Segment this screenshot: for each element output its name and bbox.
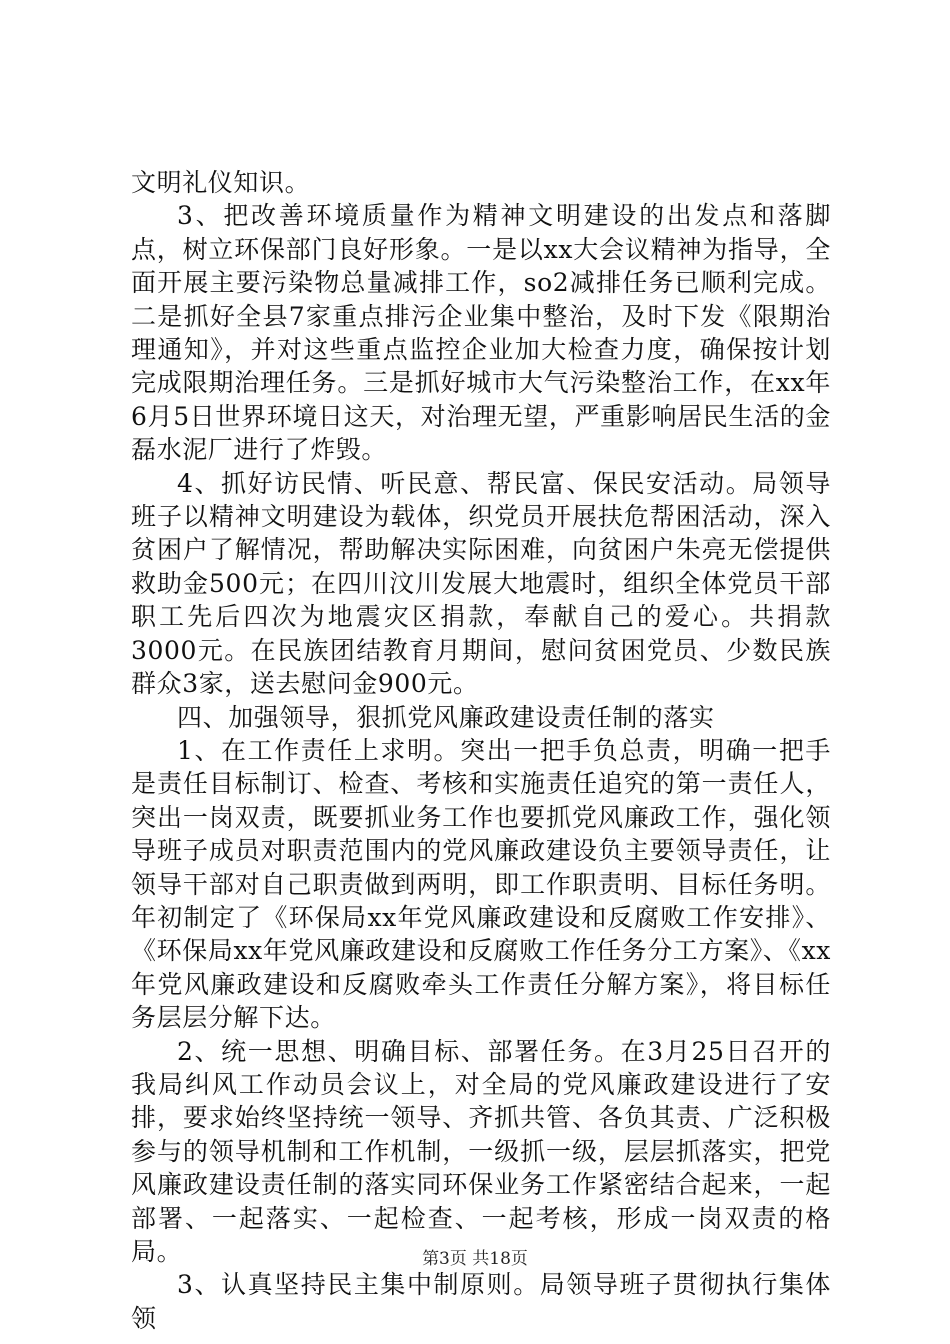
- paragraph-item-3-environment: 3、把改善环境质量作为精神文明建设的出发点和落脚点，树立环保部门良好形象。一是以xx大会议精神为指导，全面开展主要污染物总量减排工作，so2减排任务已顺利完成。二是抓好全县7家重点排污企业集中整治，及时下发《限期治理通知》，并对这些重点监控企业加大检查力度，确保按计划完成限期治理任务。三是抓好城市大气污染整治工作，在xx年6月5日世界环境日这天，对治理无望，严重影响居民生活的金磊水泥厂进行了炸毁。: [131, 201, 831, 465]
- section-heading-4: 四、加强领导，狠抓党风廉政建设责任制的落实: [177, 702, 715, 732]
- page-number-footer: 第3页 共18页: [422, 1249, 528, 1269]
- document-body: [131, 166, 831, 1335]
- paragraph-item-2-unified-thinking: 2、统一思想、明确目标、部署任务。在3月25日召开的我局纠风工作动员会议上，对全局的党风廉政建设进行了安排，要求始终坚持统一领导、齐抓共管、各负其责、广泛积极参与的领导机制和工作机制，一级抓一级，层层抓落实，把党风廉政建设责任制的落实同环保业务工作紧密结合起来，一起部署、一起落实、一起检查、一起考核，形成一岗双责的格局。: [131, 1036, 831, 1266]
- paragraph-item-4-public-activities: 4、抓好访民情、听民意、帮民富、保民安活动。局领导班子以精神文明建设为载体，织党员开展扶危帮困活动，深入贫困户了解情况，帮助解决实际困难，向贫困户朱亮无偿提供救助金500元；在四川汶川发展大地震时，组织全体党员干部职工先后四次为地震灾区捐款，奉献自己的爱心。共捐款3000元。在民族团结教育月期间，慰问贫困党员、少数民族群众3家，送去慰问金900元。: [131, 468, 831, 699]
- paragraph-item-3-democratic-centralism: 3、认真坚持民主集中制原则。局领导班子贯彻执行集体领: [131, 1270, 831, 1333]
- paragraph-item-1-responsibility: 1、在工作责任上求明。突出一把手负总责，明确一把手是责任目标制订、检查、考核和实施责任追究的第一责任人，突出一岗双责，既要抓业务工作也要抓党风廉政工作，强化领导班子成员对职责范围内的党风廉政建设负主要领导责任，让领导干部对自己职责做到两明，即工作职责明、目标任务明。年初制定了《环保局xx年党风廉政建设和反腐败工作安排》、《环保局xx年党风廉政建设和反腐败工作任务分工方案》、《xx年党风廉政建设和反腐败牵头工作责任分解方案》，将目标任务层层分解下达。: [131, 735, 831, 1033]
- paragraph-continuation: 文明礼仪知识。: [131, 168, 311, 197]
